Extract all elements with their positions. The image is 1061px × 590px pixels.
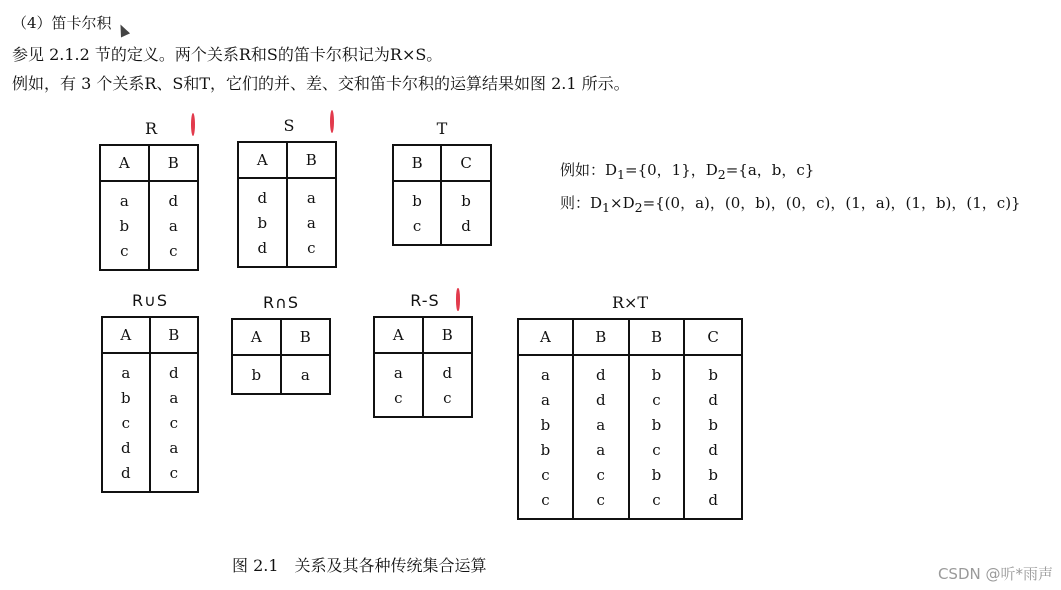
relation-union	[101, 290, 199, 493]
relation-product-label: R×T	[611, 293, 649, 312]
definition-paragraph: 参见 2.1.2 节的定义。两个关系R和S的笛卡尔积记为R×S。	[12, 45, 443, 64]
table-row	[102, 435, 198, 460]
table-cell: d	[257, 188, 268, 207]
column-header: A	[232, 319, 281, 355]
example-line-2: 则：$D_1\times D_2=\{(0$，a)，(0，b)，(0，c)，(1，a)，(1，b)，(1，c)}	[560, 194, 1021, 215]
table-row	[100, 213, 198, 238]
table-cell: b	[629, 462, 685, 487]
table-cell: a	[119, 191, 129, 210]
section-heading: （4）笛卡尔积	[12, 14, 112, 32]
table-row	[102, 460, 198, 492]
table-cell: b	[257, 213, 268, 232]
red-circle-annotation	[191, 113, 195, 136]
header-row	[102, 317, 198, 353]
table-row	[238, 210, 336, 235]
relation-t	[392, 118, 492, 246]
table-cell: c	[149, 238, 198, 270]
relation-intersection-label: R∩S	[263, 293, 299, 312]
relation-t-table	[392, 144, 492, 246]
table-cell: c	[541, 490, 550, 509]
table-cell: a	[150, 435, 198, 460]
table-cell: d	[684, 437, 742, 462]
table-row	[518, 412, 742, 437]
table-cell: b	[441, 181, 491, 213]
table-cell: c	[150, 410, 198, 435]
table-cell: b	[629, 412, 685, 437]
relation-t-label: T	[436, 119, 448, 138]
header-row	[374, 317, 472, 353]
table-cell: d	[150, 353, 198, 385]
relation-r-table	[99, 144, 199, 271]
table-row	[518, 387, 742, 412]
table-cell: b	[540, 440, 551, 459]
column-header: A	[374, 317, 423, 353]
table-cell: a	[281, 355, 330, 394]
table-cell: b	[684, 355, 742, 387]
table-cell: c	[629, 487, 685, 519]
table-cell: a	[287, 178, 336, 210]
table-cell: a	[287, 210, 336, 235]
table-row	[232, 355, 330, 394]
table-row	[102, 410, 198, 435]
column-header: A	[518, 319, 573, 355]
table-cell: d	[684, 387, 742, 412]
table-cell: d	[441, 213, 491, 245]
table-cell: d	[423, 353, 472, 385]
table-cell: a	[150, 385, 198, 410]
column-header: B	[423, 317, 472, 353]
table-cell: a	[573, 437, 629, 462]
red-circle-annotation	[330, 110, 334, 133]
table-cell: c	[541, 465, 550, 484]
header-row	[238, 142, 336, 178]
table-cell: c	[423, 385, 472, 417]
header-row	[100, 145, 198, 181]
table-cell: d	[573, 355, 629, 387]
table-cell: b	[119, 216, 130, 235]
table-cell: a	[393, 363, 403, 382]
table-cell: a	[573, 412, 629, 437]
table-row	[100, 238, 198, 270]
relation-difference-label: R-S	[373, 290, 473, 312]
table-cell: a	[149, 213, 198, 238]
table-row	[238, 178, 336, 210]
table-cell: c	[394, 388, 403, 407]
relation-union-table	[101, 316, 199, 493]
table-cell: b	[684, 412, 742, 437]
relation-product-table	[517, 318, 743, 520]
table-row	[393, 181, 491, 213]
table-cell: d	[257, 238, 268, 257]
table-row	[102, 353, 198, 385]
figure-caption: 图 2.1 关系及其各种传统集合运算	[232, 556, 487, 575]
table-cell: a	[540, 365, 550, 384]
table-row	[518, 437, 742, 462]
table-cell: d	[149, 181, 198, 213]
relation-difference-table	[373, 316, 473, 418]
relation-intersection-table	[231, 318, 331, 395]
table-cell: d	[684, 487, 742, 519]
watermark: CSDN @听*雨声	[937, 565, 1053, 583]
header-row	[518, 319, 742, 355]
column-header: B	[281, 319, 330, 355]
relation-r	[99, 118, 199, 271]
relation-product	[517, 292, 743, 520]
table-cell: b	[629, 355, 685, 387]
relation-union-label: R∪S	[132, 291, 168, 310]
table-cell: d	[121, 438, 131, 457]
table-cell: c	[120, 241, 129, 260]
table-cell: c	[573, 462, 629, 487]
table-cell: c	[287, 235, 336, 267]
header-row	[232, 319, 330, 355]
table-row	[518, 462, 742, 487]
table-row	[102, 385, 198, 410]
table-cell: c	[121, 413, 131, 432]
mouse-cursor-icon	[116, 22, 130, 37]
relation-s	[237, 115, 337, 268]
column-header: B	[629, 319, 685, 355]
table-cell: a	[540, 390, 550, 409]
table-row	[374, 353, 472, 385]
table-row	[518, 487, 742, 519]
column-header: A	[100, 145, 149, 181]
relation-s-table	[237, 141, 337, 268]
header-row	[393, 145, 491, 181]
column-header: B	[393, 145, 441, 181]
table-cell: c	[573, 487, 629, 519]
table-row	[393, 213, 491, 245]
table-cell: b	[121, 388, 131, 407]
column-header: A	[238, 142, 287, 178]
relation-intersection	[231, 292, 331, 395]
column-header: B	[150, 317, 198, 353]
table-cell: c	[629, 387, 685, 412]
example-line-1: 例如：$D_1=\{0$，1}，$D_2=\{a$，b，c}	[560, 161, 815, 182]
table-cell: a	[121, 363, 131, 382]
table-cell: b	[540, 415, 551, 434]
table-cell: b	[412, 191, 422, 210]
table-cell: d	[121, 463, 131, 482]
table-row	[374, 385, 472, 417]
column-header: B	[573, 319, 629, 355]
table-cell: b	[251, 365, 262, 384]
relation-s-label: S	[237, 115, 337, 137]
column-header: B	[287, 142, 336, 178]
column-header: C	[441, 145, 491, 181]
column-header: B	[149, 145, 198, 181]
table-cell: b	[684, 462, 742, 487]
table-cell: c	[412, 216, 422, 235]
red-circle-annotation	[456, 288, 460, 311]
cartesian-example	[560, 156, 1021, 222]
table-row	[518, 355, 742, 387]
column-header: A	[102, 317, 150, 353]
table-row	[238, 235, 336, 267]
relation-r-label: R	[99, 118, 199, 140]
table-cell: d	[573, 387, 629, 412]
table-cell: c	[629, 437, 685, 462]
relation-difference	[373, 290, 473, 418]
example-paragraph: 例如，有 3 个关系R、S和T，它们的并、差、交和笛卡尔积的运算结果如图 2.1 所示。	[12, 74, 630, 93]
table-cell: c	[150, 460, 198, 492]
column-header: C	[684, 319, 742, 355]
table-row	[100, 181, 198, 213]
